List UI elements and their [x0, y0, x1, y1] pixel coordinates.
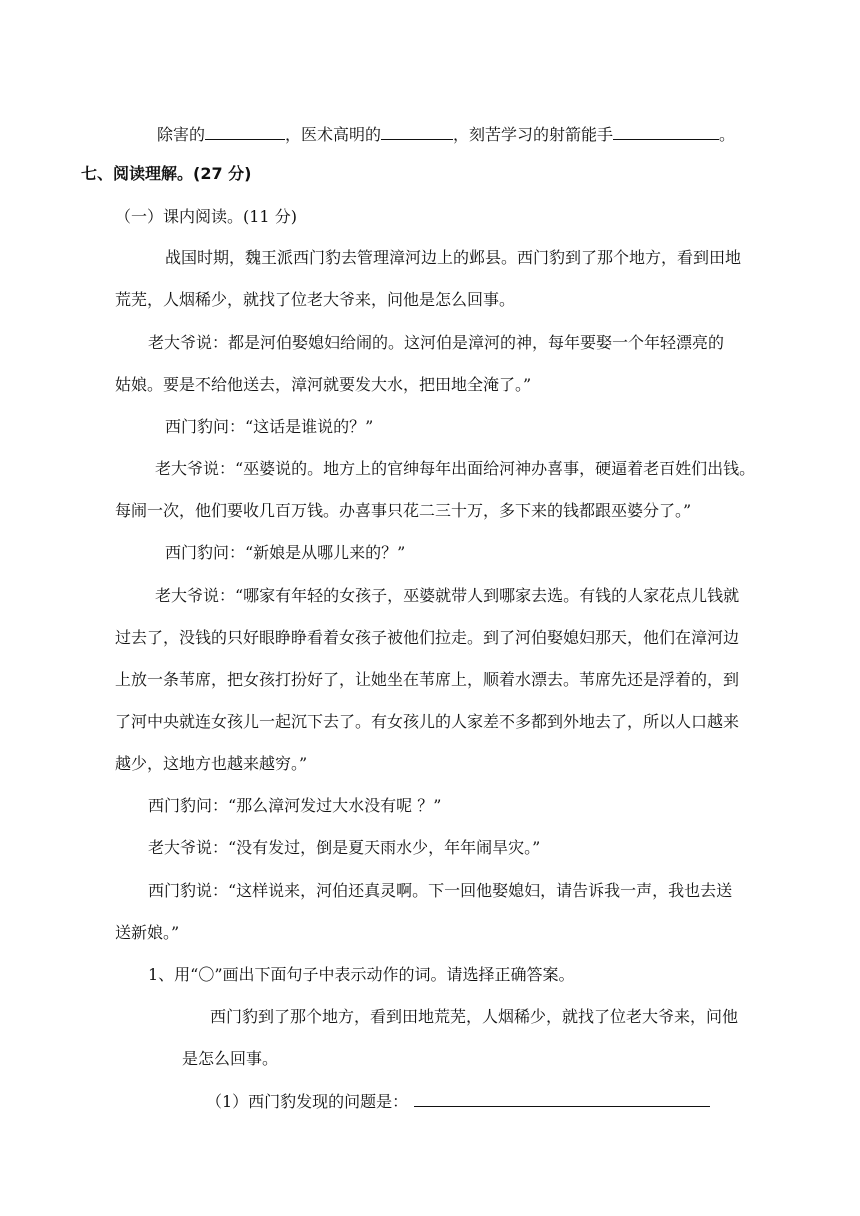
passage-p6c: 上放一条苇席，把女孩打扮好了，让她坐在苇席上，顺着水漂去。苇席先还是浮着的，到 — [115, 670, 740, 689]
section-heading: 七、阅读理解。(27 分) — [81, 164, 252, 183]
passage-p2: 老大爷说：都是河伯娶媳妇给闹的。这河伯是漳河的神，每年要娶一个年轻漂亮的 — [148, 333, 725, 352]
passage-p9a: 西门豹说：“这样说来，河伯还真灵啊。下一回他娶媳妇，请告诉我一声，我也去送 — [148, 881, 733, 900]
question-1-sentence-a: 西门豹到了那个地方，看到田地荒芜，人烟稀少，就找了位老大爷来，问他 — [210, 1007, 739, 1026]
passage-p1b: 荒芜，人烟稀少，就找了位老大爷来，问他是怎么回事。 — [115, 290, 516, 309]
fill-in-part3: ，刻苦学习的射箭能手 — [453, 125, 614, 144]
passage-p8: 老大爷说：“没有发过，倒是夏天雨水少，年年闹旱灾。” — [148, 838, 541, 857]
question-1-sub1-label: （1）西门豹发现的问题是： — [206, 1092, 409, 1111]
section-subheading: （一）课内阅读。(11 分) — [115, 207, 297, 226]
passage-p6e: 越少，这地方也越来越穷。” — [115, 754, 308, 773]
fill-in-line — [157, 123, 735, 146]
fill-in-part2: ，医术高明的 — [285, 125, 382, 144]
passage-p6b: 过去了，没钱的只好眼睁睁看着女孩子被他们拉走。到了河伯娶媳妇那天，他们在漳河边 — [115, 628, 740, 647]
question-1-sub1 — [206, 1090, 710, 1113]
passage-p9b: 送新娘。” — [115, 923, 180, 942]
passage-p2b: 姑娘。要是不给他送去，漳河就要发大水，把田地全淹了。” — [115, 375, 532, 394]
passage-p4b: 每闹一次，他们要收几百万钱。办喜事只花二三十万，多下来的钱都跟巫婆分了。” — [115, 501, 692, 520]
blank-2 — [381, 123, 453, 140]
passage-p3: 西门豹问：“这话是谁说的？” — [165, 417, 374, 436]
passage-p6d: 了河中央就连女孩儿一起沉下去了。有女孩儿的人家差不多都到外地去了，所以人口越来 — [115, 712, 740, 731]
blank-3 — [613, 123, 719, 140]
passage-p7: 西门豹问：“那么漳河发过大水没有呢 ？” — [148, 796, 442, 815]
passage-p6a: 老大爷说：“哪家有年轻的女孩子，巫婆就带人到哪家去选。有钱的人家花点儿钱就 — [155, 586, 740, 605]
fill-in-part1: 除害的 — [157, 125, 206, 144]
answer-blank-1[interactable] — [414, 1090, 710, 1107]
question-1-prompt: 1、用“〇”画出下面句子中表示动作的词。请选择正确答案。 — [148, 965, 575, 984]
fill-in-part4: 。 — [719, 125, 736, 144]
passage-p5: 西门豹问：“新娘是从哪儿来的？” — [165, 543, 406, 562]
question-1-sentence-b: 是怎么回事。 — [182, 1049, 279, 1068]
blank-1 — [205, 123, 285, 140]
passage-p1: 战国时期，魏王派西门豹去管理漳河边上的邺县。西门豹到了那个地方，看到田地 — [165, 248, 742, 267]
passage-p4: 老大爷说：“巫婆说的。地方上的官绅每年出面给河神办喜事，硬逼着老百姓们出钱。 — [155, 459, 756, 478]
